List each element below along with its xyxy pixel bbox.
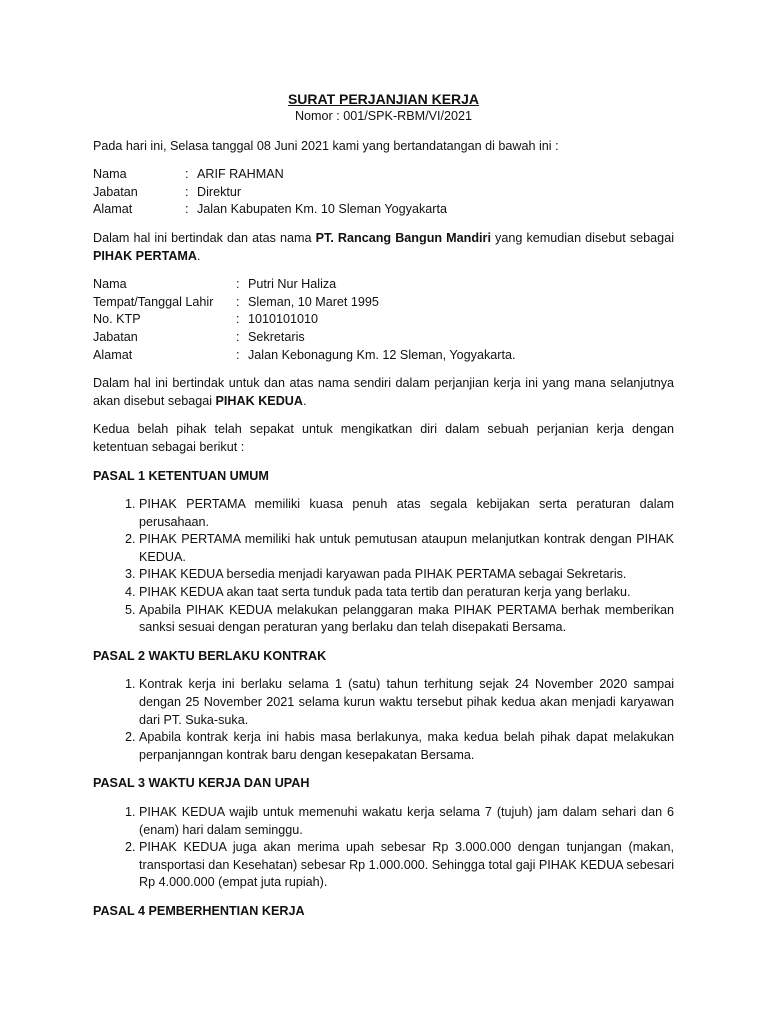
statement-text: Dalam hal ini bertindak dan atas nama bbox=[93, 230, 316, 245]
second-party-statement bbox=[93, 375, 674, 410]
detail-value: Jalan Kabupaten Km. 10 Sleman Yogyakarta bbox=[197, 202, 447, 217]
detail-value: Jalan Kebonagung Km. 12 Sleman, Yogyakarta. bbox=[248, 347, 516, 362]
detail-separator: : bbox=[236, 277, 240, 292]
pasal-list bbox=[93, 676, 674, 764]
list-item: 1. PIHAK PERTAMA memiliki kuasa penuh atas segala kebijakan serta peraturan dalam perusahaan. bbox=[139, 496, 674, 531]
list-item: 2. PIHAK PERTAMA memiliki hak untuk pemutusan ataupun melanjutkan kontrak dengan PIHAK KEDUA. bbox=[139, 531, 674, 566]
detail-label: Alamat bbox=[93, 347, 133, 362]
detail-label: Jabatan bbox=[93, 329, 138, 344]
list-item: 1. Kontrak kerja ini berlaku selama 1 (satu) tahun terhitung sejak 24 November 2020 sampai dengan 25 November 2021 selama kurun waktu tersebut pihak kedua akan menjadi karyawan dari PT. Suka-suka. bbox=[139, 676, 674, 729]
statement-text: yang kemudian disebut sebagai bbox=[490, 230, 674, 245]
pasal-list bbox=[93, 496, 674, 637]
detail-label: Tempat/Tanggal Lahir bbox=[93, 294, 214, 309]
detail-value: Sekretaris bbox=[248, 329, 305, 344]
company-name: PT. Rancang Bangun Mandiri bbox=[315, 230, 491, 245]
detail-label: No. KTP bbox=[93, 312, 141, 327]
detail-row bbox=[93, 294, 515, 312]
list-item: 4. PIHAK KEDUA akan taat serta tunduk pada tata tertib dan peraturan kerja yang berlaku. bbox=[139, 584, 674, 602]
list-item: 5. Apabila PIHAK KEDUA melakukan pelanggaran maka PIHAK PERTAMA berhak memberikan sanksi sesuai dengan peraturan yang berlaku dan telah disepakati Bersama. bbox=[139, 602, 674, 637]
list-item: 2. PIHAK KEDUA juga akan merima upah sebesar Rp 3.000.000 dengan tunjangan (makan, transportasi dan Kesehatan) sebesar Rp 1.000.000. Sehingga total gaji PIHAK KEDUA sebesari Rp 4.000.000 (empat juta rupiah). bbox=[139, 839, 674, 892]
list-item: 2. Apabila kontrak kerja ini habis masa berlakunya, maka kedua belah pihak dapat melakukan perpanjanngan kontrak baru dengan kesepakatan Bersama. bbox=[139, 729, 674, 764]
statement-text: Dalam hal ini bertindak untuk dan atas nama sendiri dalam perjanjian kerja ini yang mana selanjutnya akan disebut sebagai bbox=[93, 376, 674, 408]
list-item: 3. PIHAK KEDUA bersedia menjadi karyawan pada PIHAK PERTAMA sebagai Sekretaris. bbox=[139, 566, 674, 584]
detail-separator: : bbox=[236, 294, 240, 309]
detail-row bbox=[93, 276, 515, 294]
detail-value: ARIF RAHMAN bbox=[197, 167, 284, 182]
detail-row bbox=[93, 166, 447, 184]
agreement-paragraph: Kedua belah pihak telah sepakat untuk mengikatkan diri dalam sebuah perjanian kerja dengan ketentuan sebagai berikut : bbox=[93, 422, 674, 454]
pasal-heading: PASAL 3 WAKTU KERJA DAN UPAH bbox=[93, 776, 310, 791]
detail-label: Nama bbox=[93, 277, 127, 292]
detail-separator: : bbox=[236, 347, 240, 362]
detail-label: Alamat bbox=[93, 202, 133, 217]
pasal-heading: PASAL 4 PEMBERHENTIAN KERJA bbox=[93, 903, 305, 918]
detail-separator: : bbox=[236, 329, 240, 344]
first-party-details bbox=[93, 166, 447, 219]
detail-separator: : bbox=[185, 184, 189, 199]
party-name: PIHAK PERTAMA bbox=[93, 248, 198, 263]
first-party-statement bbox=[93, 230, 674, 265]
statement-text: . bbox=[303, 393, 307, 408]
detail-value: Putri Nur Haliza bbox=[248, 277, 337, 292]
detail-separator: : bbox=[185, 202, 189, 217]
detail-separator: : bbox=[236, 312, 240, 327]
detail-value: Direktur bbox=[197, 184, 242, 199]
second-party-details bbox=[93, 276, 515, 364]
statement-text: . bbox=[197, 248, 201, 263]
detail-row bbox=[93, 329, 515, 347]
detail-value: Sleman, 10 Maret 1995 bbox=[248, 294, 379, 309]
detail-row bbox=[93, 184, 447, 202]
detail-row bbox=[93, 311, 515, 329]
list-item: 1. PIHAK KEDUA wajib untuk memenuhi wakatu kerja selama 7 (tujuh) jam dalam sehari dan 6 (enam) hari dalam seminggu. bbox=[139, 804, 674, 839]
detail-value: 1010101010 bbox=[248, 312, 319, 327]
detail-row bbox=[93, 201, 447, 219]
detail-label: Jabatan bbox=[93, 184, 138, 199]
party-name: PIHAK KEDUA bbox=[215, 393, 303, 408]
detail-separator: : bbox=[185, 167, 189, 182]
detail-row bbox=[93, 347, 515, 365]
opening-paragraph: Pada hari ini, Selasa tanggal 08 Juni 2021 kami yang bertandatangan di bawah ini : bbox=[93, 138, 559, 153]
document-number: Nomor : 001/SPK-RBM/VI/2021 bbox=[294, 109, 473, 123]
pasal-heading: PASAL 2 WAKTU BERLAKU KONTRAK bbox=[93, 648, 327, 663]
document-title: SURAT PERJANJIAN KERJA bbox=[287, 91, 480, 107]
detail-label: Nama bbox=[93, 167, 127, 182]
pasal-list bbox=[93, 804, 674, 892]
pasal-heading: PASAL 1 KETENTUAN UMUM bbox=[93, 468, 269, 483]
